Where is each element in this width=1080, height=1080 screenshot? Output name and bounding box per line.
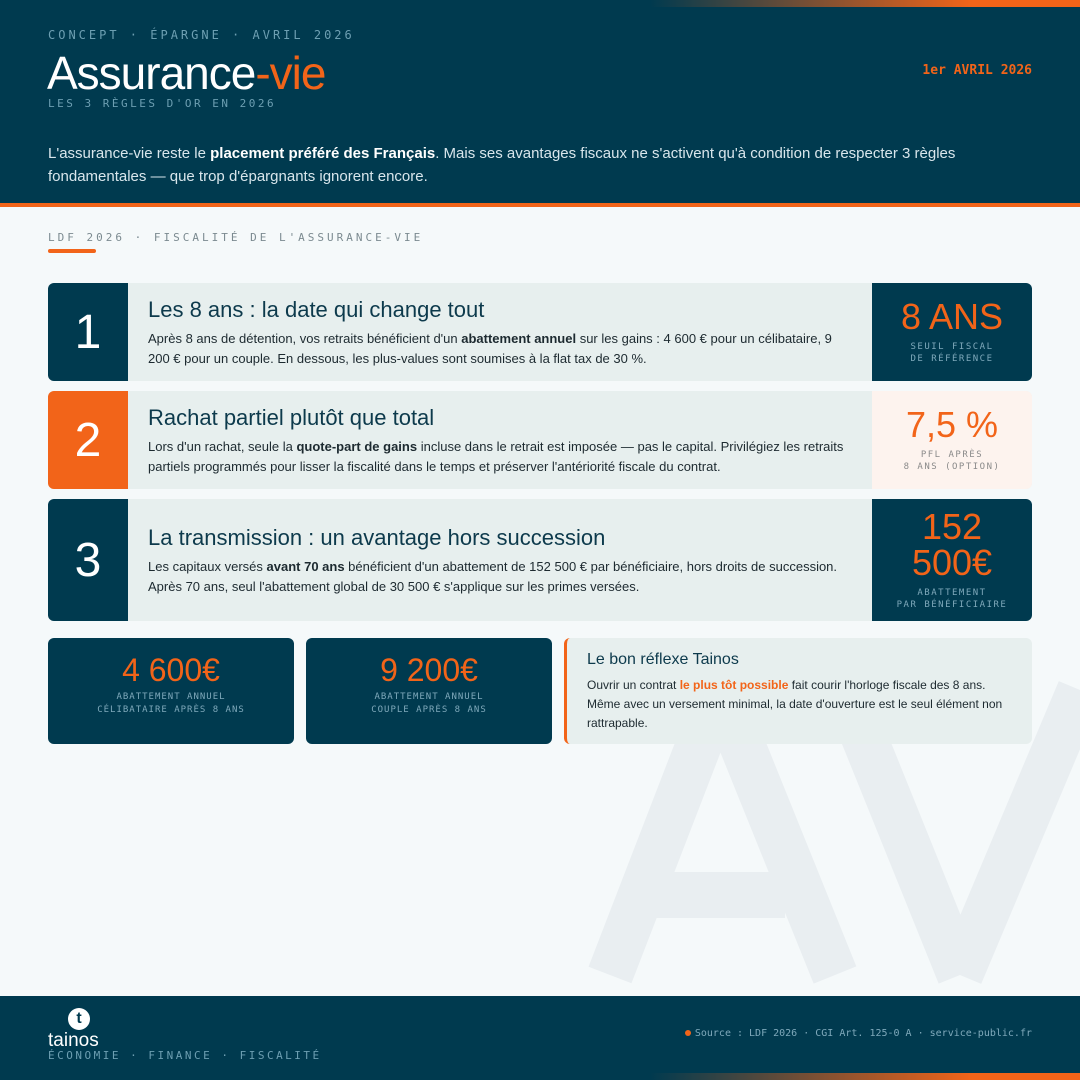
intro-bold: placement préféré des Français — [210, 145, 436, 162]
rule-text: Les capitaux versés avant 70 ans bénéficient d'un abattement de 152 500 € par bénéficiaire, hors droits de succession. Après 70 ans, seul l'abattement global de 30 500 € s'applique sur les primes versées. — [148, 559, 838, 594]
intro-pre: L'assurance-vie reste le — [48, 145, 211, 162]
mini-stat-couple — [306, 638, 552, 744]
footer — [0, 996, 1080, 1080]
stat-label: ABATTEMENT PAR BÉNÉFICIAIRE — [896, 588, 1008, 610]
section-underline — [48, 249, 96, 253]
stat-value: 8 ANS — [900, 296, 1004, 337]
page-title — [47, 46, 325, 100]
rule-title: Les 8 ans : la date qui change tout — [148, 297, 485, 322]
top-gradient-bar — [650, 0, 1080, 7]
rule-stat — [872, 391, 1032, 489]
rule-text: Après 8 ans de détention, vos retraits bénéficient d'un abattement annuel sur les gains : 4 600 € pour un célibataire, 9 200 € pour un couple. En dessous, les plus-values sont soumises à la flat tax de 30 %. — [148, 331, 832, 366]
section-label: LDF 2026 · FISCALITÉ DE L'ASSURANCE-VIE — [48, 231, 424, 244]
stat-label: PFL APRÈS 8 ANS (OPTION) — [903, 450, 1001, 472]
source: Source : LDF 2026 · CGI Art. 125-0 A · service-public.fr — [685, 1028, 1032, 1039]
mini-value: 4 600€ — [122, 652, 220, 688]
rule-card-2 — [48, 391, 1032, 489]
brand-name: tainos — [48, 1030, 99, 1051]
header — [0, 0, 1080, 203]
stat-value: 152 500€ — [911, 506, 993, 583]
tip-box — [564, 638, 1032, 744]
mini-label: ABATTEMENT ANNUEL CÉLIBATAIRE APRÈS 8 ANS — [97, 692, 245, 715]
kicker: CONCEPT · ÉPARGNE · AVRIL 2026 — [48, 28, 355, 42]
intro-post: . Mais ses avantages fiscaux ne s'activent qu'à condition de respecter 3 règles fondamentales — que trop d'épargnants ignorent encore. — [48, 145, 956, 185]
stat-value: 7,5 % — [905, 404, 999, 445]
mini-stat-single — [48, 638, 294, 744]
rule-stat — [872, 283, 1032, 381]
title-accent: -vie — [255, 47, 326, 99]
rule-title: La transmission : un avantage hors succession — [148, 525, 606, 550]
logo-icon: t — [68, 1008, 90, 1030]
rule-title: Rachat partiel plutôt que total — [148, 405, 435, 430]
mini-label: ABATTEMENT ANNUEL COUPLE APRÈS 8 ANS — [371, 692, 487, 715]
subtitle: LES 3 RÈGLES D'OR EN 2026 — [48, 97, 277, 110]
rule-stat — [872, 499, 1032, 621]
date: 1er AVRIL 2026 — [922, 63, 1032, 78]
rule-number: 2 — [48, 391, 128, 489]
header-divider — [0, 203, 1080, 207]
rule-card-1 — [48, 283, 1032, 381]
intro-text — [48, 142, 1008, 188]
bottom-gradient-bar — [650, 1073, 1080, 1080]
rule-number: 1 — [48, 283, 128, 381]
stat-label: SEUIL FISCAL DE RÉFÉRENCE — [910, 342, 994, 364]
dot-icon — [685, 1030, 691, 1036]
rule-number: 3 — [48, 499, 128, 621]
rule-card-3 — [48, 499, 1032, 621]
tagline: ÉCONOMIE · FINANCE · FISCALITÉ — [48, 1049, 322, 1062]
tip-text: Ouvrir un contrat le plus tôt possible fait courir l'horloge fiscale des 8 ans. Même avec un versement minimal, la date d'ouverture est le seul élément non rattrapable. — [587, 678, 1003, 730]
title-main: Assurance — [47, 47, 256, 99]
tip-title: Le bon réflexe Tainos — [587, 651, 739, 668]
mini-value: 9 200€ — [380, 652, 478, 688]
rule-text: Lors d'un rachat, seule la quote-part de gains incluse dans le retrait est imposée — pas le capital. Privilégiez les retraits partiels programmés pour lisser la fiscalité dans le temps et préserver l'antériorité fiscale du contrat. — [148, 439, 844, 474]
